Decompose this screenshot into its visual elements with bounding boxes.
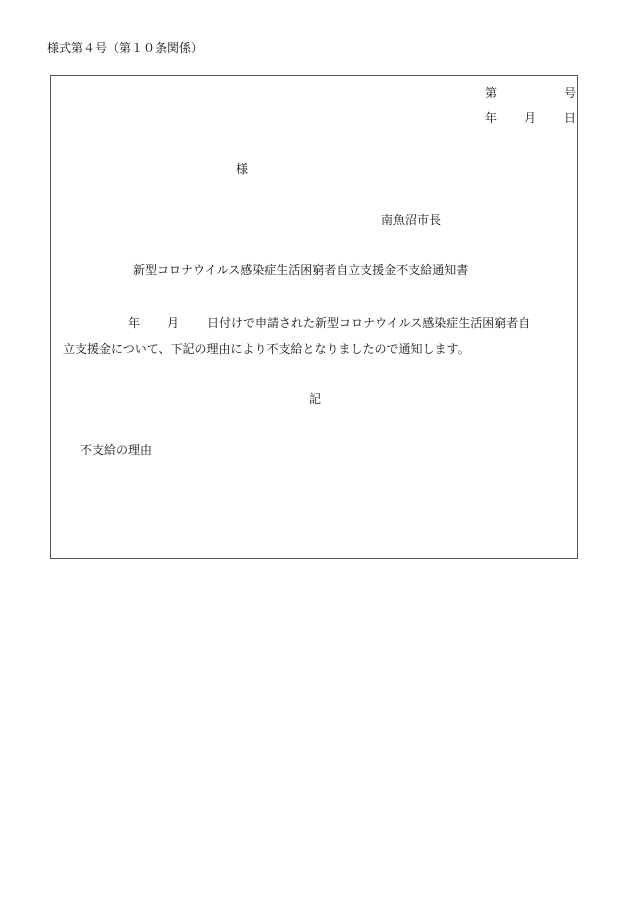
ki-heading: 記	[309, 392, 322, 406]
reason-label: 不支給の理由	[80, 443, 153, 457]
addressee-suffix: 様	[236, 162, 249, 176]
document-number-suffix: 号	[564, 86, 577, 100]
body-date-year: 年	[128, 316, 141, 330]
issuer-name: 南魚沼市長	[381, 213, 442, 227]
document-number-prefix: 第	[485, 86, 498, 100]
form-label: 様式第４号（第１０条関係）	[47, 41, 204, 55]
body-text-line2: 立支援金について、下記の理由により不支給となりましたので通知します。	[63, 342, 470, 356]
issue-date-month: 月	[524, 111, 537, 125]
issue-date-year: 年	[485, 111, 498, 125]
body-date-month: 月	[167, 316, 180, 330]
body-text-line1: 日付けで申請された新型コロナウイルス感染症生活困窮者自	[207, 316, 531, 330]
document-title: 新型コロナウイルス感染症生活困窮者自立支援金不支給通知書	[133, 263, 469, 277]
issue-date-day: 日	[564, 111, 577, 125]
